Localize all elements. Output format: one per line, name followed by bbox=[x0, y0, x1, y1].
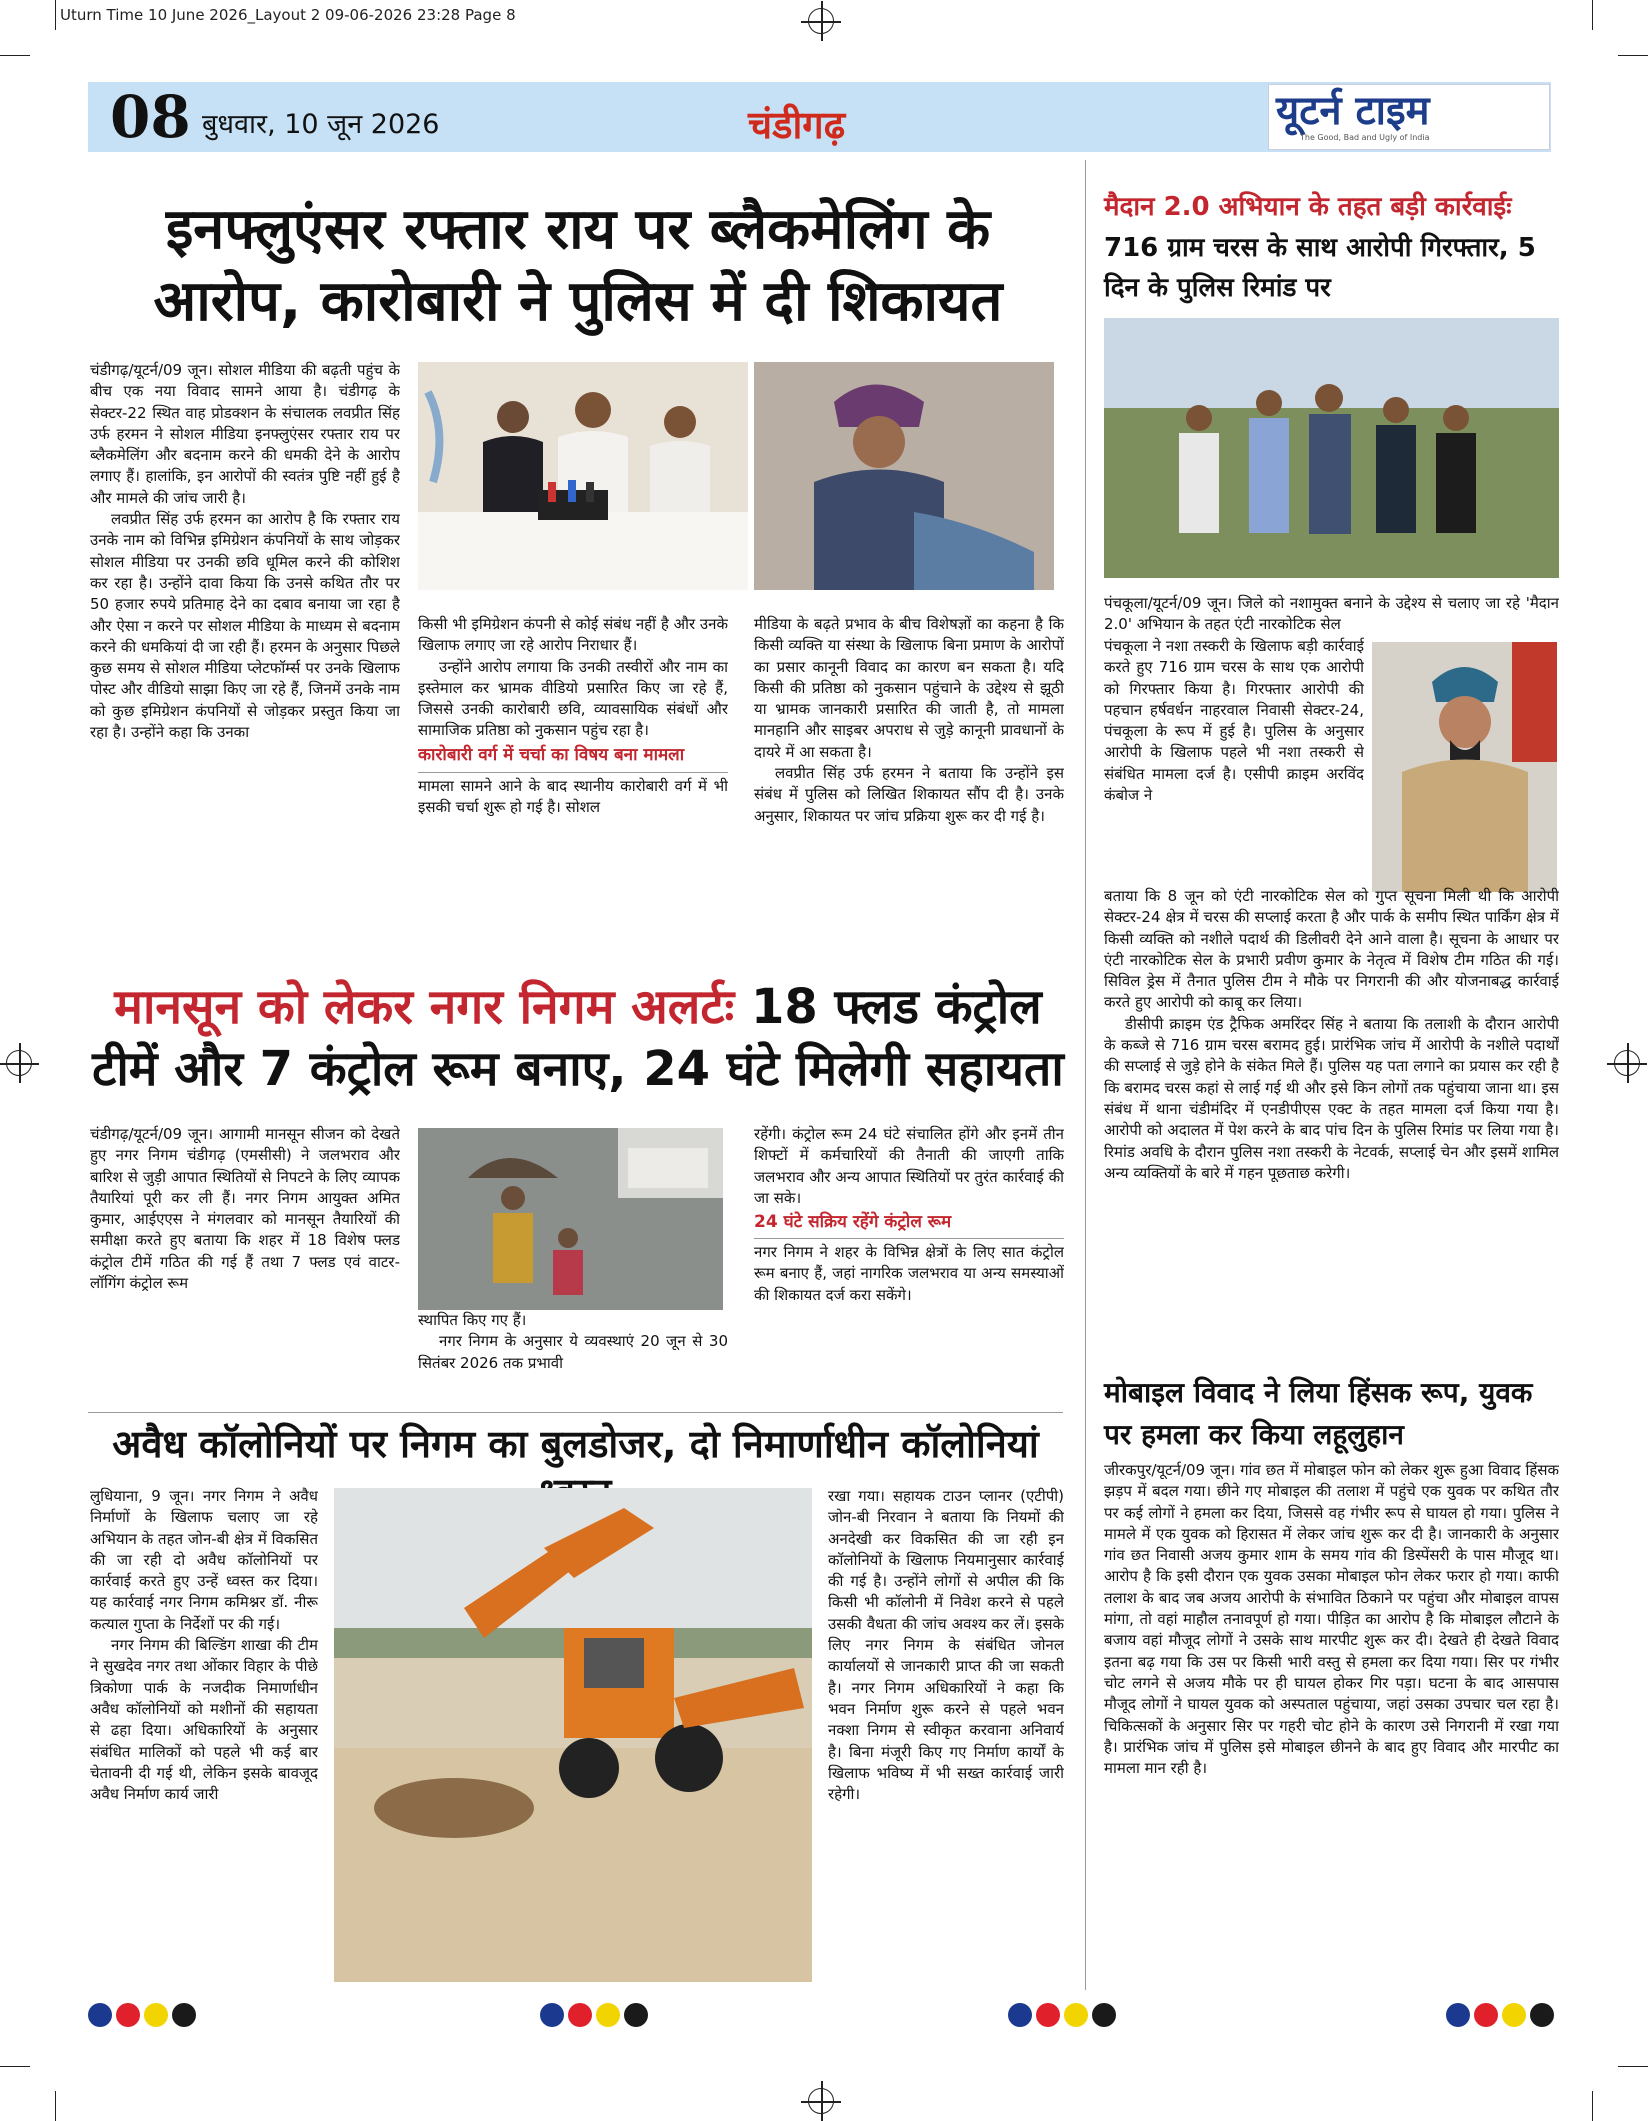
story3-column2: रखा गया। सहायक टाउन प्लानर (एटीपी) जोन-बी निरवान ने बताया कि नियमों की अनदेखी कर विकसित की जा रही इन कॉलोनियों के खिलाफ नियमानुसार कार्रवाई की गई है। उन्होंने लोगों से अपील की कि किसी भी कॉलोनी में निवेश करने से पहले उसकी वैधता की जांच अवश्य कर लें। इसके लिए नगर निगम के संबंधित जोनल कार्यालयों से जानकारी प्राप्त की जा सकती है। नगर निगम अधिकारियों ने कहा कि भवन निर्माण शुरू करने से पहले भवन नक्शा निगम से स्वीकृत करवाना अनिवार्य है। बिना मंजूरी किए गए निर्माण कार्यों के खिलाफ भविष्य में भी सख्त कार्रवाई जारी रहेगी। bbox=[828, 1487, 1064, 1804]
story1-column3: मीडिया के बढ़ते प्रभाव के बीच विशेषज्ञों का कहना है कि किसी व्यक्ति या संस्था के खिलाफ बिना प्रमाण के आरोपों का प्रसार कानूनी विवाद का कारण बन सकता है। यदि किसी की प्रतिष्ठा को नुकसान पहुंचाने के उद्देश्य से झूठी या भ्रामक जानकारी प्रसारित की जाती है, तो मामला मानहानि और साइबर अपराध से जुड़े कानूनी प्रावधानों के दायरे में आ सकता है। लवप्रीत सिंह उर्फ हरमन ने बताया कि उन्होंने इस संबंध में पुलिस को लिखित शिकायत सौंप दी है। उनके अनुसार, शिकायत पर जांच प्रक्रिया शुरू कर दी गई है। bbox=[754, 615, 1064, 825]
registration-mark-icon bbox=[1614, 1050, 1640, 1076]
column-divider bbox=[1085, 160, 1086, 1990]
story2-column1: चंडीगढ़/यूटर्न/09 जून। आगामी मानसून सीजन को देखते हुए नगर निगम चंडीगढ़ (एमसीसी) ने जलभराव और बारिश से जुड़ी आपात स्थितियों से निपटने के लिए व्यापक तैयारियां पूरी कर ली हैं। नगर निगम आयुक्त अमित कुमार, आईएएस ने मंगलवार को मानसून तैयारियों की समीक्षा करते हुए बताया कि शहर में 18 विशेष फ्लड कंट्रोल टीमें गठित की गई हैं तथा 7 फ्लड एवं वाटर-लॉगिंग कंट्रोल रूम bbox=[90, 1125, 400, 1293]
registration-mark-icon bbox=[6, 1050, 32, 1076]
story2-subhead: 24 घंटे सक्रिय रहेंगे कंट्रोल रूम bbox=[754, 1212, 952, 1233]
print-slug: Uturn Time 10 June 2026_Layout 2 09-06-2026 23:28 Page 8 bbox=[60, 6, 516, 24]
crop-mark bbox=[0, 55, 30, 56]
headline-charas-arrest: 716 ग्राम चरस के साथ आरोपी गिरफ्तार, 5 दिन के पुलिस रिमांड पर bbox=[1104, 233, 1536, 303]
registration-mark-icon bbox=[808, 8, 834, 34]
headline-monsoon: मानसून को लेकर नगर निगम अलर्टः 18 फ्लड कंट्रोल टीमें और 7 कंट्रोल रूम बनाए, 24 घंटे मिलेगी सहायता bbox=[92, 979, 1064, 1097]
crop-mark bbox=[1618, 2066, 1648, 2067]
story4-body: बताया कि 8 जून को एंटी नारकोटिक सेल को गुप्त सूचना मिली थी कि आरोपी सेक्टर-24 क्षेत्र में चरस की सप्लाई करता है और पार्क के समीप स्थित पार्किंग क्षेत्र में किसी व्यक्ति को नशीले पदार्थ की डिलीवरी देने आने वाला है। सूचना के आधार पर एंटी नारकोटिक सेल के प्रभारी प्रवीण कुमार के नेतृत्व में विशेष टीम गठित की गई। सिविल ड्रेस में तैनात पुलिस टीम ने मौके पर निगरानी की और योजनाबद्ध कार्रवाई करते हुए आरोपी को काबू कर लिया। डीसीपी क्राइम एंड ट्रैफिक अमरिंदर सिंह ने बताया कि तलाशी के दौरान आरोपी के कब्जे से 716 ग्राम चरस बरामद हुई। प्रारंभिक जांच में आरोपी के नशीले पदार्थों की सप्लाई से जुड़े होने के संकेत मिले हैं। पुलिस यह पता लगाने का प्रयास कर रही है कि बरामद चरस कहां से लाई गई थी और इसे किन लोगों तक पहुंचाया जाना था। इस संबंध में थाना चंडीमंदिर में एनडीपीएस एक्ट के तहत मामला दर्ज किया गया है। आरोपी को अदालत में पेश करने के बाद पांच दिन के पुलिस रिमांड पर लिया गया है। रिमांड अवधि के दौरान पुलिस नशा तस्करी के नेटवर्क, सप्लाई चेन और इसमें शामिल अन्य व्यक्तियों के बारे में गहन पूछताछ करेगी। bbox=[1104, 887, 1559, 1182]
headline-influencer: इनफ्लुएंसर रफ्तार राय पर ब्लैकमेलिंग के आरोप, कारोबारी ने पुलिस में दी शिकायत bbox=[153, 197, 1003, 334]
story1-column2: किसी भी इमिग्रेशन कंपनी से कोई संबंध नहीं है और उनके खिलाफ लगाए जा रहे आरोप निराधार हैं। उन्होंने आरोप लगाया कि उनकी तस्वीरों और नाम का इस्तेमाल कर भ्रामक वीडियो प्रसारित किए जा रहे हैं, जिससे उनकी कारोबारी छवि, व्यावसायिक संबंधों और सामाजिक प्रतिष्ठा को नुकसान पहुंच रहा है। कारोबारी वर्ग में चर्चा का विषय बना मामला मामला सामने आने के बाद स्थानीय कारोबारी वर्ग में भी इसकी चर्चा शुरू हो गई है। सोशल bbox=[418, 615, 728, 817]
police-officer-photo bbox=[1372, 642, 1557, 892]
headline-mobile-dispute: मोबाइल विवाद ने लिया हिंसक रूप, युवक पर हमला कर किया लहूलुहान bbox=[1104, 1376, 1533, 1451]
story4-lead-wide: पंचकूला/यूटर्न/09 जून। जिले को नशामुक्त बनाने के उद्देश्य से चलाए जा रहे 'मैदान 2.0' अभियान के तहत एंटी नारकोटिक सेल bbox=[1104, 594, 1559, 634]
color-registration-dots bbox=[1446, 2003, 1558, 2031]
crop-mark bbox=[1592, 0, 1593, 30]
section-title: चंडीगढ़ bbox=[748, 103, 846, 147]
logo-wordmark: यूटर्न टाइम bbox=[1276, 88, 1430, 134]
press-conference-photo bbox=[418, 362, 748, 590]
bulldozer-photo bbox=[334, 1488, 812, 1982]
crop-mark bbox=[0, 2066, 30, 2067]
story2-column2: स्थापित किए गए हैं। नगर निगम के अनुसार ये व्यवस्थाएं 20 जून से 30 सितंबर 2026 तक प्रभावी bbox=[418, 1311, 728, 1372]
color-registration-dots bbox=[540, 2003, 652, 2031]
color-registration-dots bbox=[88, 2003, 200, 2031]
page-number: 08 bbox=[110, 83, 191, 151]
crop-mark bbox=[1618, 55, 1648, 56]
headline-maidan: मैदान 2.0 अभियान के तहत बड़ी कार्रवाईः bbox=[1104, 192, 1512, 222]
crop-mark bbox=[1592, 2091, 1593, 2121]
story4-lead-narrow: पंचकूला ने नशा तस्करी के खिलाफ बड़ी कार्रवाई करते हुए 716 ग्राम चरस के साथ एक आरोपी को गिरफ्तार किया है। गिरफ्तार आरोपी की पहचान हर्षवर्धन नाहरवाल निवासी सेक्टर-24, पंचकूला के रूप में हुई है। पुलिस के अनुसार आरोपी के खिलाफ पहले भी नशा तस्करी से संबंधित मामला दर्ज है। एसीपी क्राइम अरविंद कंबोज ने bbox=[1104, 637, 1364, 805]
logo-tagline: The Good, Bad and Ugly of India bbox=[1300, 133, 1430, 142]
monsoon-rain-photo bbox=[418, 1128, 723, 1310]
story1-subhead: कारोबारी वर्ग में चर्चा का विषय बना मामला bbox=[418, 744, 685, 765]
color-registration-dots bbox=[1008, 2003, 1120, 2031]
issue-date: बुधवार, 10 जून 2026 bbox=[202, 109, 440, 140]
story3-column1: लुधियाना, 9 जून। नगर निगम ने अवैध निर्माणों के खिलाफ चलाए जा रहे अभियान के तहत जोन-बी क्षेत्र में विकसित की जा रही दो अवैध कॉलोनियों पर कार्रवाई करते हुए उन्हें ध्वस्त कर दिया। यह कार्रवाई नगर निगम कमिश्नर डॉ. नीरू कत्याल गुप्ता के निर्देशों पर की गई। नगर निगम की बिल्डिंग शाखा की टीम ने सुखदेव नगर तथा ओंकार विहार के पीछे त्रिकोणा पार्क के नजदीक निमार्णाधीन अवैध कॉलोनियों को मशीनों की सहायता से ढहा दिया। अधिकारियों के अनुसार संबंधित मालिकों को पहले भी कई बार चेतावनी दी गई थी, लेकिन इसके बावजूद अवैध निर्माण कार्य जारी bbox=[90, 1487, 318, 1804]
story2-column3: रहेंगी। कंट्रोल रूम 24 घंटे संचालित होंगे और इनमें तीन शिफ्टों में कर्मचारियों की तैनाती की जाएगी ताकि जलभराव और अन्य आपात स्थितियों पर तुरंत कार्रवाई की जा सके। 24 घंटे सक्रिय रहेंगे कंट्रोल रूम नगर निगम ने शहर के विभिन्न क्षेत्रों के लिए सात कंट्रोल रूम बनाए हैं, जहां नागरिक जलभराव या अन्य समस्याओं की शिकायत दर्ज करा सकेंगे। bbox=[754, 1125, 1064, 1304]
story1-column1: चंडीगढ़/यूटर्न/09 जून। सोशल मीडिया की बढ़ती पहुंच के बीच एक नया विवाद सामने आया है। चंडीगढ़ के सेक्टर-22 स्थित वाह प्रोडक्शन के संचालक लवप्रीत सिंह उर्फ हरमन ने सोशल मीडिया इनफ्लुएंसर रफ्तार राय पर ब्लैकमेलिंग और बदनाम करने की धमकी देने के आरोप लगाए हैं। हालांकि, इन आरोपों की स्वतंत्र पुष्टि नहीं हुई है और मामले की जांच जारी है। लवप्रीत सिंह उर्फ हरमन का आरोप है कि रफ्तार राय उनके नाम को विभिन्न इमिग्रेशन कंपनियों के साथ जोड़कर सोशल मीडिया पर उनकी छवि धूमिल करने की कोशिश कर रहा है। उन्होंने दावा किया कि उनसे कथित तौर पर 50 हजार रुपये प्रतिमाह देने का दबाव बनाया जा रहा है और ऐसा न करने पर सोशल मीडिया के माध्यम से बदनाम करने की धमकियां दी जा रही हैं। हरमन के अनुसार पिछले कुछ समय से सोशल मीडिया प्लेटफॉर्म्स पर उनके खिलाफ पोस्ट और वीडियो साझा किए जा रहे हैं, जिनमें उनके नाम को कुछ इमिग्रेशन कंपनियों से जोड़कर प्रस्तुत किया जा रहा है। उन्होंने कहा कि उनका bbox=[90, 361, 400, 742]
headline-bulldozer: अवैध कॉलोनियों पर निगम का बुलडोजर, दो निमार्णाधीन कॉलोनियां bbox=[112, 1422, 1039, 1466]
crop-mark bbox=[55, 0, 56, 30]
arrest-team-photo bbox=[1104, 318, 1559, 578]
complainant-photo bbox=[754, 362, 1054, 590]
story5-body: जीरकपुर/यूटर्न/09 जून। गांव छत में मोबाइल फोन को लेकर शुरू हुआ विवाद हिंसक झड़प में बदल गया। छीने गए मोबाइल की तलाश में पहुंचे एक युवक पर कथित तौर पर कई लोगों ने हमला कर दिया, जिससे वह गंभीर रूप से घायल हो गया। पुलिस ने मामले में एक युवक को हिरासत में लेकर जांच शुरू कर दी है। जानकारी के अनुसार गांव छत निवासी अजय कुमार शाम के समय गांव की डिस्पेंसरी के पास मौजूद था। आरोप है कि इसी दौरान एक युवक उसका मोबाइल फोन लेकर फरार हो गया। काफी तलाश के बाद जब अजय आरोपी के संभावित ठिकाने पर पहुंचा और मोबाइल वापस मांगा, तो वहां माहौल तनावपूर्ण हो गया। पीड़ित का आरोप है कि मोबाइल लौटाने के बजाय वहां मौजूद लोगों ने उसके साथ मारपीट शुरू कर दी। देखते ही देखते विवाद इतना बढ़ गया कि उस पर किसी भारी वस्तु से हमला कर दिया गया। सिर पर गंभीर चोट लगने से अजय मौके पर ही घायल होकर गिर पड़ा। घटना के बाद आसपास मौजूद लोगों ने घायल युवक को अस्पताल पहुंचाया, जहां उसका उपचार चल रहा है। चिकित्सकों के अनुसार सिर पर गहरी चोट होने के कारण उसे निगरानी में रखा गया है। प्रारंभिक जांच में पुलिस इसे मोबाइल छीनने के बाद हुए विवाद और मारपीट का मामला मान रही है। bbox=[1104, 1461, 1559, 1778]
crop-mark bbox=[55, 2091, 56, 2121]
registration-mark-icon bbox=[808, 2088, 834, 2114]
